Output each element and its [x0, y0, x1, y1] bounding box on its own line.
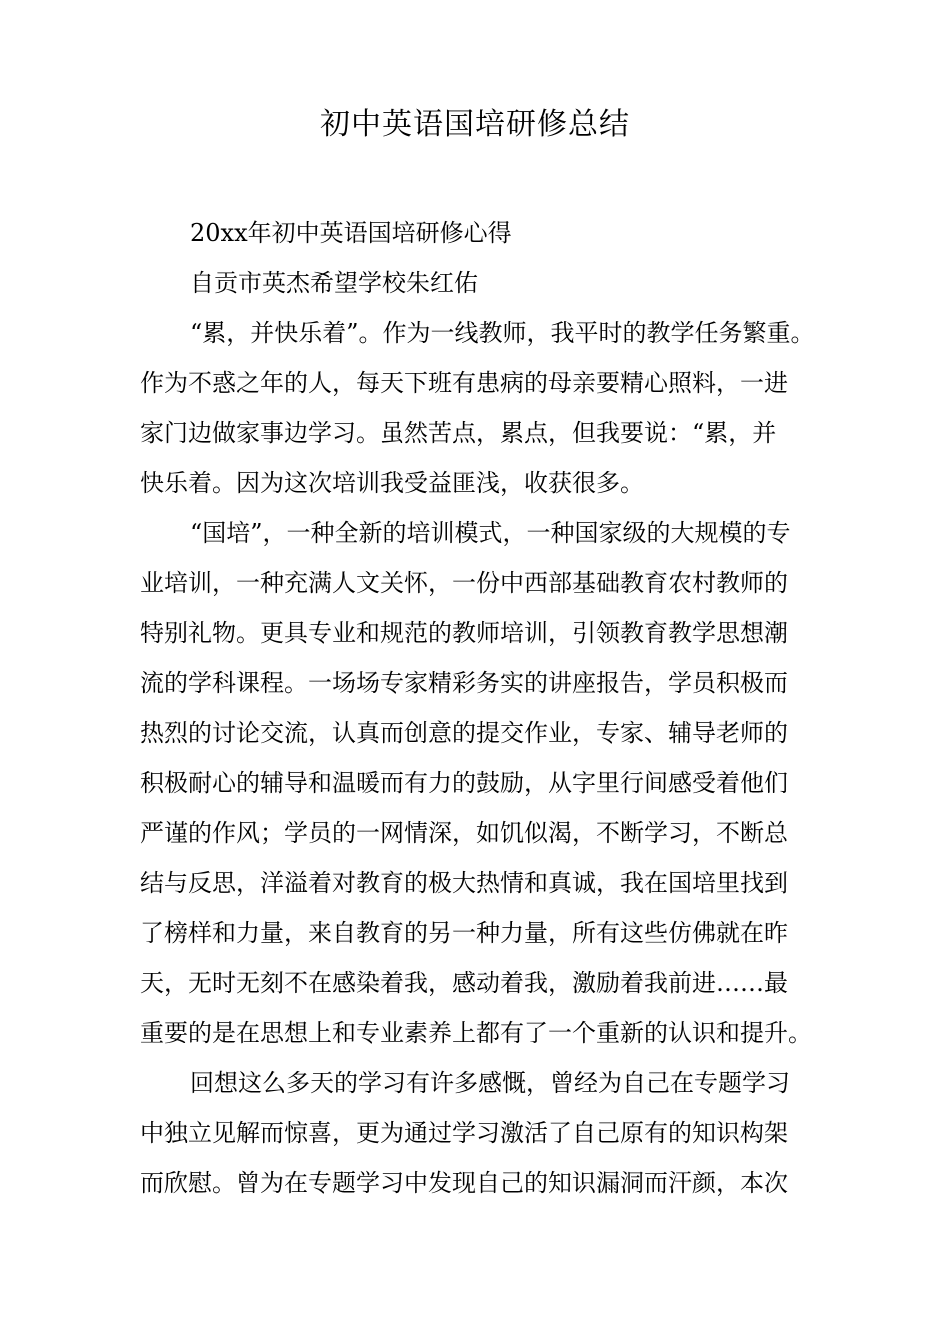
- paragraph-2-line-11: 重要的是在思想上和专业素养上都有了一个重新的认识和提升。: [140, 1019, 812, 1047]
- document-body: [140, 208, 845, 1208]
- paragraph-2-line-1: “国培”，一种全新的培训模式，一种国家级的大规模的专: [190, 519, 791, 547]
- paragraph-2-line-8: 结与反思，洋溢着对教育的极大热情和真诚，我在国培里找到: [140, 869, 788, 897]
- paragraph-1-line-4: 快乐着。因为这次培训我受益匪浅，收获很多。: [140, 469, 644, 497]
- paragraph-2-line-9: 了榜样和力量，来自教育的另一种力量，所有这些仿佛就在昨: [140, 919, 788, 947]
- paragraph-2-line-7: 严谨的作风；学员的一网情深，如饥似渴，不断学习，不断总: [140, 819, 788, 847]
- paragraph-3-line-3: 而欣慰。曾为在专题学习中发现自己的知识漏洞而汗颜，本次: [140, 1169, 788, 1197]
- paragraph-2-line-4: 流的学科课程。一场场专家精彩务实的讲座报告，学员积极而: [140, 669, 788, 697]
- author-line: 自贡市英杰希望学校朱红佑: [190, 269, 478, 297]
- paragraph-3-line-1: 回想这么多天的学习有许多感慨，曾经为自己在专题学习: [190, 1069, 790, 1097]
- paragraph-2-line-10: 天，无时无刻不在感染着我，感动着我，激励着我前进……最: [140, 969, 788, 997]
- paragraph-1-line-3: 家门边做家事边学习。虽然苦点，累点，但我要说：“累，并: [140, 419, 777, 447]
- document-title: 初中英语国培研修总结: [320, 107, 630, 142]
- paragraph-2-line-5: 热烈的讨论交流，认真而创意的提交作业，专家、辅导老师的: [140, 719, 788, 747]
- paragraph-1-line-2: 作为不惑之年的人，每天下班有患病的母亲要精心照料，一进: [140, 369, 788, 397]
- paragraph-1-line-1: “累，并快乐着”。作为一线教师，我平时的教学任务繁重。: [190, 319, 815, 347]
- paragraph-2-line-6: 积极耐心的辅导和温暖而有力的鼓励，从字里行间感受着他们: [140, 769, 788, 797]
- subtitle-line: 20xx年初中英语国培研修心得: [190, 219, 512, 247]
- paragraph-2-line-2: 业培训，一种充满人文关怀，一份中西部基础教育农村教师的: [140, 569, 788, 597]
- paragraph-2-line-3: 特别礼物。更具专业和规范的教师培训，引领教育教学思想潮: [140, 619, 788, 647]
- paragraph-3-line-2: 中独立见解而惊喜，更为通过学习激活了自己原有的知识构架: [140, 1119, 788, 1147]
